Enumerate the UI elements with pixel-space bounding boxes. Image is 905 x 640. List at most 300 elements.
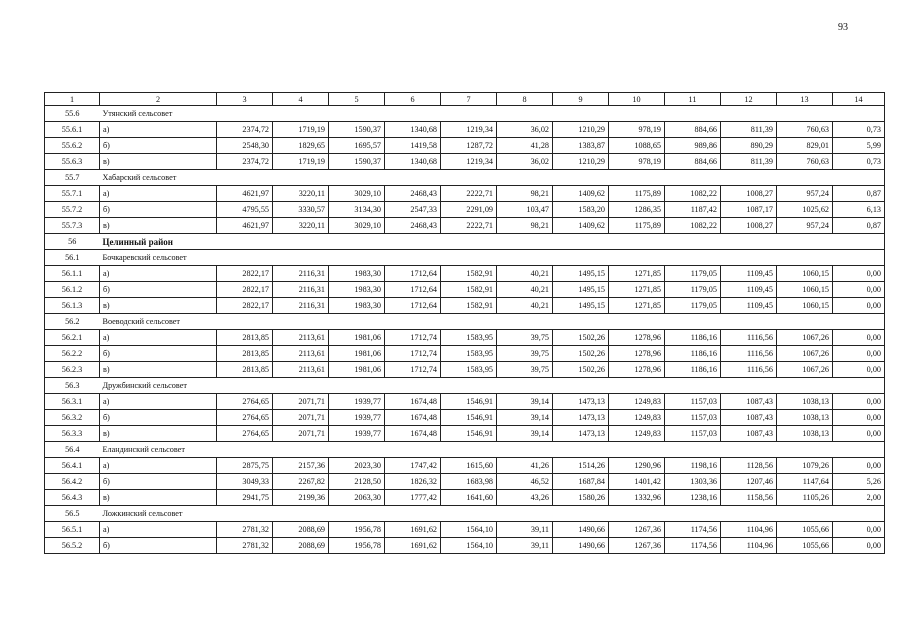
- value-cell: 2071,71: [273, 394, 329, 410]
- value-cell: 1473,13: [553, 426, 609, 442]
- value-cell: 0,00: [833, 426, 885, 442]
- table-row: [45, 138, 885, 154]
- value-cell: 1712,74: [385, 330, 441, 346]
- section-row: [45, 442, 885, 458]
- row-code: 56.1.2: [45, 282, 100, 298]
- value-cell: 1826,32: [385, 474, 441, 490]
- value-cell: 1939,77: [329, 394, 385, 410]
- value-cell: 1401,42: [609, 474, 665, 490]
- row-code: 56: [45, 234, 100, 250]
- value-cell: 2941,75: [217, 490, 273, 506]
- page-number: 93: [838, 22, 848, 33]
- value-cell: 760,63: [777, 122, 833, 138]
- value-cell: 1290,96: [609, 458, 665, 474]
- value-cell: 1109,45: [721, 266, 777, 282]
- value-cell: 1495,15: [553, 282, 609, 298]
- table-body: [45, 93, 885, 554]
- row-code: 55.6.1: [45, 122, 100, 138]
- table-row: [45, 202, 885, 218]
- value-cell: 2088,69: [273, 538, 329, 554]
- value-cell: 884,66: [665, 154, 721, 170]
- value-cell: 98,21: [497, 218, 553, 234]
- value-cell: 1615,60: [441, 458, 497, 474]
- row-code: 55.6.2: [45, 138, 100, 154]
- section-row: [45, 170, 885, 186]
- value-cell: 1712,74: [385, 362, 441, 378]
- value-cell: 1719,19: [273, 122, 329, 138]
- value-cell: 1067,26: [777, 362, 833, 378]
- value-cell: 2813,85: [217, 346, 273, 362]
- value-cell: 2071,71: [273, 426, 329, 442]
- value-cell: 1174,56: [665, 538, 721, 554]
- column-header: 13: [777, 93, 833, 106]
- value-cell: 39,14: [497, 394, 553, 410]
- value-cell: 3220,11: [273, 186, 329, 202]
- row-code: 56.5.2: [45, 538, 100, 554]
- row-code: 56.2.2: [45, 346, 100, 362]
- section-row: [45, 506, 885, 522]
- row-variant: б): [100, 282, 217, 298]
- value-cell: 1179,05: [665, 282, 721, 298]
- row-code: 56.5: [45, 506, 100, 522]
- value-cell: 2822,17: [217, 298, 273, 314]
- value-cell: 36,02: [497, 154, 553, 170]
- value-cell: 1087,17: [721, 202, 777, 218]
- value-cell: 1087,43: [721, 394, 777, 410]
- value-cell: 1278,96: [609, 346, 665, 362]
- value-cell: 1473,13: [553, 410, 609, 426]
- value-cell: 39,14: [497, 410, 553, 426]
- value-cell: 1981,06: [329, 330, 385, 346]
- value-cell: 2291,09: [441, 202, 497, 218]
- value-cell: 1303,36: [665, 474, 721, 490]
- value-cell: 0,00: [833, 522, 885, 538]
- column-header: 5: [329, 93, 385, 106]
- value-cell: 40,21: [497, 266, 553, 282]
- value-cell: 1502,26: [553, 330, 609, 346]
- value-cell: 1249,83: [609, 410, 665, 426]
- value-cell: 1583,95: [441, 362, 497, 378]
- value-cell: 1674,48: [385, 410, 441, 426]
- value-cell: 1207,46: [721, 474, 777, 490]
- value-cell: 1186,16: [665, 362, 721, 378]
- value-cell: 1174,56: [665, 522, 721, 538]
- value-cell: 1060,15: [777, 266, 833, 282]
- value-cell: 1939,77: [329, 410, 385, 426]
- row-code: 55.7.3: [45, 218, 100, 234]
- row-variant: а): [100, 522, 217, 538]
- value-cell: 1082,22: [665, 186, 721, 202]
- value-cell: 1582,91: [441, 282, 497, 298]
- value-cell: 2267,82: [273, 474, 329, 490]
- column-header: 6: [385, 93, 441, 106]
- value-cell: 0,00: [833, 362, 885, 378]
- table-row: [45, 538, 885, 554]
- value-cell: 1055,66: [777, 538, 833, 554]
- value-cell: 1175,89: [609, 186, 665, 202]
- value-cell: 1157,03: [665, 426, 721, 442]
- value-cell: 2,00: [833, 490, 885, 506]
- value-cell: 1981,06: [329, 346, 385, 362]
- value-cell: 1116,56: [721, 330, 777, 346]
- row-variant: в): [100, 490, 217, 506]
- value-cell: 39,75: [497, 362, 553, 378]
- column-header: 11: [665, 93, 721, 106]
- value-cell: 2071,71: [273, 410, 329, 426]
- value-cell: 1105,26: [777, 490, 833, 506]
- value-cell: 0,00: [833, 266, 885, 282]
- value-cell: 3220,11: [273, 218, 329, 234]
- value-cell: 1219,34: [441, 154, 497, 170]
- row-variant: а): [100, 122, 217, 138]
- value-cell: 884,66: [665, 122, 721, 138]
- table-row: [45, 362, 885, 378]
- table-row: [45, 522, 885, 538]
- value-cell: 46,52: [497, 474, 553, 490]
- value-cell: 1055,66: [777, 522, 833, 538]
- row-variant: а): [100, 266, 217, 282]
- value-cell: 1981,06: [329, 362, 385, 378]
- value-cell: 1546,91: [441, 394, 497, 410]
- value-cell: 6,13: [833, 202, 885, 218]
- row-variant: в): [100, 298, 217, 314]
- value-cell: 1956,78: [329, 522, 385, 538]
- value-cell: 1158,56: [721, 490, 777, 506]
- row-variant: в): [100, 218, 217, 234]
- value-cell: 2116,31: [273, 282, 329, 298]
- value-cell: 1038,13: [777, 426, 833, 442]
- value-cell: 1271,85: [609, 266, 665, 282]
- value-cell: 0,87: [833, 186, 885, 202]
- value-cell: 4621,97: [217, 186, 273, 202]
- table-row: [45, 218, 885, 234]
- row-code: 56.4: [45, 442, 100, 458]
- row-variant: в): [100, 362, 217, 378]
- value-cell: 2764,65: [217, 426, 273, 442]
- value-cell: 1580,26: [553, 490, 609, 506]
- value-cell: 40,21: [497, 298, 553, 314]
- value-cell: 1691,62: [385, 522, 441, 538]
- value-cell: 39,11: [497, 538, 553, 554]
- row-code: 55.7: [45, 170, 100, 186]
- table-row: [45, 394, 885, 410]
- value-cell: 2781,32: [217, 522, 273, 538]
- row-code: 56.3.1: [45, 394, 100, 410]
- value-cell: 2063,30: [329, 490, 385, 506]
- value-cell: 0,00: [833, 298, 885, 314]
- value-cell: 2374,72: [217, 154, 273, 170]
- value-cell: 2548,30: [217, 138, 273, 154]
- value-cell: 1490,66: [553, 538, 609, 554]
- table-row: [45, 426, 885, 442]
- column-header: 10: [609, 93, 665, 106]
- column-header: 3: [217, 93, 273, 106]
- value-cell: 39,75: [497, 346, 553, 362]
- value-cell: 1249,83: [609, 426, 665, 442]
- value-cell: 1495,15: [553, 266, 609, 282]
- row-variant: а): [100, 394, 217, 410]
- table-row: [45, 474, 885, 490]
- value-cell: 1583,20: [553, 202, 609, 218]
- value-cell: 1088,65: [609, 138, 665, 154]
- value-cell: 1409,62: [553, 218, 609, 234]
- value-cell: 760,63: [777, 154, 833, 170]
- value-cell: 2875,75: [217, 458, 273, 474]
- row-code: 56.4.2: [45, 474, 100, 490]
- value-cell: 1249,83: [609, 394, 665, 410]
- section-title: Еландинский сельсовет: [100, 442, 885, 458]
- row-variant: б): [100, 538, 217, 554]
- value-cell: 2222,71: [441, 218, 497, 234]
- value-cell: 1674,48: [385, 394, 441, 410]
- value-cell: 0,00: [833, 346, 885, 362]
- column-header: 12: [721, 93, 777, 106]
- row-code: 56.2.1: [45, 330, 100, 346]
- value-cell: 1271,85: [609, 298, 665, 314]
- section-title: Бочкаревский сельсовет: [100, 250, 885, 266]
- district-title: Целинный район: [100, 234, 885, 250]
- section-title: Ложкинский сельсовет: [100, 506, 885, 522]
- table-row: [45, 298, 885, 314]
- value-cell: 1502,26: [553, 346, 609, 362]
- value-cell: 1514,26: [553, 458, 609, 474]
- value-cell: 1238,16: [665, 490, 721, 506]
- row-code: 56.1.1: [45, 266, 100, 282]
- value-cell: 1502,26: [553, 362, 609, 378]
- value-cell: 1079,26: [777, 458, 833, 474]
- value-cell: 2781,32: [217, 538, 273, 554]
- value-cell: 1777,42: [385, 490, 441, 506]
- value-cell: 1025,62: [777, 202, 833, 218]
- row-variant: б): [100, 138, 217, 154]
- value-cell: 989,86: [665, 138, 721, 154]
- value-cell: 811,39: [721, 122, 777, 138]
- row-code: 56.2.3: [45, 362, 100, 378]
- table-row: [45, 154, 885, 170]
- value-cell: 1067,26: [777, 346, 833, 362]
- value-cell: 2764,65: [217, 410, 273, 426]
- value-cell: 1340,68: [385, 154, 441, 170]
- value-cell: 3134,30: [329, 202, 385, 218]
- row-variant: б): [100, 410, 217, 426]
- value-cell: 36,02: [497, 122, 553, 138]
- value-cell: 1147,64: [777, 474, 833, 490]
- value-cell: 1683,98: [441, 474, 497, 490]
- value-cell: 1157,03: [665, 410, 721, 426]
- value-cell: 1210,29: [553, 154, 609, 170]
- value-cell: 1590,37: [329, 122, 385, 138]
- value-cell: 39,14: [497, 426, 553, 442]
- value-cell: 1641,60: [441, 490, 497, 506]
- value-cell: 1582,91: [441, 266, 497, 282]
- value-cell: 1674,48: [385, 426, 441, 442]
- value-cell: 2128,50: [329, 474, 385, 490]
- table-header-row: [45, 93, 885, 106]
- value-cell: 40,21: [497, 282, 553, 298]
- value-cell: 1082,22: [665, 218, 721, 234]
- value-cell: 1087,43: [721, 410, 777, 426]
- value-cell: 890,29: [721, 138, 777, 154]
- row-variant: б): [100, 202, 217, 218]
- value-cell: 2813,85: [217, 330, 273, 346]
- value-cell: 1060,15: [777, 298, 833, 314]
- row-variant: б): [100, 474, 217, 490]
- value-cell: 98,21: [497, 186, 553, 202]
- value-cell: 1490,66: [553, 522, 609, 538]
- value-cell: 1128,56: [721, 458, 777, 474]
- value-cell: 1712,64: [385, 266, 441, 282]
- value-cell: 1104,96: [721, 522, 777, 538]
- value-cell: 41,28: [497, 138, 553, 154]
- value-cell: 1187,42: [665, 202, 721, 218]
- value-cell: 2813,85: [217, 362, 273, 378]
- value-cell: 5,26: [833, 474, 885, 490]
- value-cell: 1109,45: [721, 298, 777, 314]
- table-row: [45, 330, 885, 346]
- row-code: 55.6.3: [45, 154, 100, 170]
- row-code: 56.2: [45, 314, 100, 330]
- value-cell: 1179,05: [665, 266, 721, 282]
- value-cell: 4621,97: [217, 218, 273, 234]
- row-variant: в): [100, 154, 217, 170]
- value-cell: 2113,61: [273, 330, 329, 346]
- value-cell: 1983,30: [329, 282, 385, 298]
- value-cell: 1695,57: [329, 138, 385, 154]
- value-cell: 1473,13: [553, 394, 609, 410]
- value-cell: 2113,61: [273, 362, 329, 378]
- column-header: 8: [497, 93, 553, 106]
- column-header: 4: [273, 93, 329, 106]
- value-cell: 1219,34: [441, 122, 497, 138]
- value-cell: 103,47: [497, 202, 553, 218]
- value-cell: 1419,58: [385, 138, 441, 154]
- value-cell: 5,99: [833, 138, 885, 154]
- row-code: 55.6: [45, 106, 100, 122]
- row-variant: а): [100, 186, 217, 202]
- value-cell: 1271,85: [609, 282, 665, 298]
- value-cell: 2822,17: [217, 266, 273, 282]
- table-row: [45, 186, 885, 202]
- section-row: [45, 314, 885, 330]
- value-cell: 1687,84: [553, 474, 609, 490]
- value-cell: 1186,16: [665, 330, 721, 346]
- value-cell: 1186,16: [665, 346, 721, 362]
- value-cell: 1332,96: [609, 490, 665, 506]
- value-cell: 2822,17: [217, 282, 273, 298]
- value-cell: 1286,35: [609, 202, 665, 218]
- value-cell: 1340,68: [385, 122, 441, 138]
- value-cell: 0,00: [833, 282, 885, 298]
- value-cell: 1267,36: [609, 538, 665, 554]
- value-cell: 2468,43: [385, 186, 441, 202]
- value-cell: 2116,31: [273, 266, 329, 282]
- section-title: Дружбинский сельсовет: [100, 378, 885, 394]
- value-cell: 1104,96: [721, 538, 777, 554]
- value-cell: 1038,13: [777, 410, 833, 426]
- table-row: [45, 122, 885, 138]
- value-cell: 43,26: [497, 490, 553, 506]
- value-cell: 1564,10: [441, 538, 497, 554]
- value-cell: 3049,33: [217, 474, 273, 490]
- value-cell: 1829,65: [273, 138, 329, 154]
- value-cell: 2468,43: [385, 218, 441, 234]
- section-row: [45, 250, 885, 266]
- value-cell: 957,24: [777, 218, 833, 234]
- data-table: [44, 92, 885, 554]
- column-header: 14: [833, 93, 885, 106]
- value-cell: 0,00: [833, 394, 885, 410]
- value-cell: 2764,65: [217, 394, 273, 410]
- value-cell: 2222,71: [441, 186, 497, 202]
- section-title: Утянский сельсовет: [100, 106, 885, 122]
- value-cell: 1287,72: [441, 138, 497, 154]
- table-row: [45, 458, 885, 474]
- value-cell: 1546,91: [441, 426, 497, 442]
- value-cell: 39,75: [497, 330, 553, 346]
- row-code: 55.7.2: [45, 202, 100, 218]
- column-header: 9: [553, 93, 609, 106]
- value-cell: 1210,29: [553, 122, 609, 138]
- value-cell: 3029,10: [329, 186, 385, 202]
- value-cell: 1691,62: [385, 538, 441, 554]
- value-cell: 2113,61: [273, 346, 329, 362]
- value-cell: 1116,56: [721, 346, 777, 362]
- table-row: [45, 282, 885, 298]
- table-row: [45, 490, 885, 506]
- section-title: Воеводский сельсовет: [100, 314, 885, 330]
- value-cell: 1956,78: [329, 538, 385, 554]
- row-variant: б): [100, 346, 217, 362]
- column-header: 1: [45, 93, 100, 106]
- section-row: [45, 378, 885, 394]
- value-cell: 1747,42: [385, 458, 441, 474]
- value-cell: 41,26: [497, 458, 553, 474]
- value-cell: 1067,26: [777, 330, 833, 346]
- value-cell: 1583,95: [441, 346, 497, 362]
- row-variant: в): [100, 426, 217, 442]
- value-cell: 1564,10: [441, 522, 497, 538]
- value-cell: 829,01: [777, 138, 833, 154]
- value-cell: 0,00: [833, 410, 885, 426]
- value-cell: 0,87: [833, 218, 885, 234]
- value-cell: 978,19: [609, 154, 665, 170]
- table-row: [45, 266, 885, 282]
- row-variant: а): [100, 458, 217, 474]
- value-cell: 2023,30: [329, 458, 385, 474]
- value-cell: 1278,96: [609, 362, 665, 378]
- value-cell: 811,39: [721, 154, 777, 170]
- value-cell: 1546,91: [441, 410, 497, 426]
- value-cell: 2199,36: [273, 490, 329, 506]
- value-cell: 1719,19: [273, 154, 329, 170]
- value-cell: 1590,37: [329, 154, 385, 170]
- section-row: [45, 106, 885, 122]
- value-cell: 1712,64: [385, 282, 441, 298]
- value-cell: 2116,31: [273, 298, 329, 314]
- value-cell: 1175,89: [609, 218, 665, 234]
- value-cell: 2088,69: [273, 522, 329, 538]
- value-cell: 1008,27: [721, 218, 777, 234]
- column-header: 2: [100, 93, 217, 106]
- value-cell: 978,19: [609, 122, 665, 138]
- value-cell: 1495,15: [553, 298, 609, 314]
- value-cell: 0,73: [833, 122, 885, 138]
- value-cell: 1267,36: [609, 522, 665, 538]
- district-row: [45, 234, 885, 250]
- value-cell: 1198,16: [665, 458, 721, 474]
- value-cell: 3330,57: [273, 202, 329, 218]
- value-cell: 0,00: [833, 330, 885, 346]
